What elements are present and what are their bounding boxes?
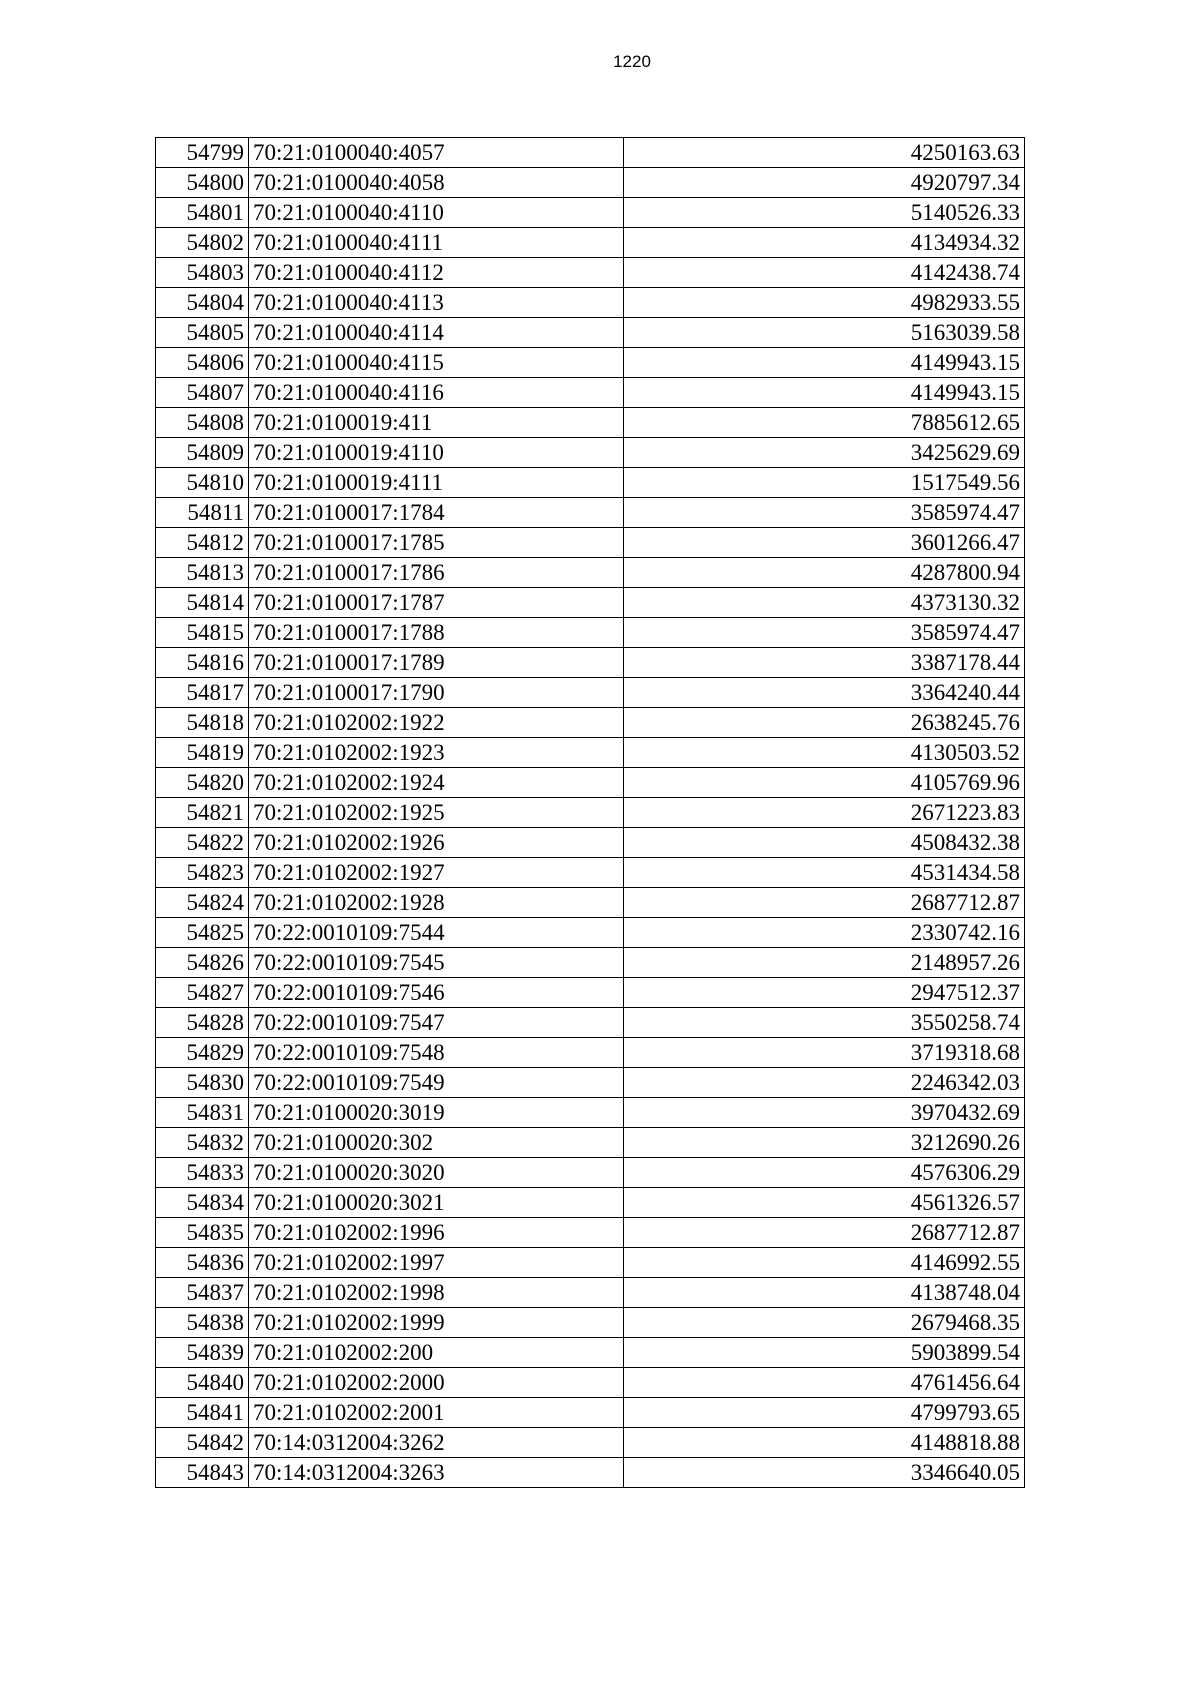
row-number-cell: 54828 (156, 1008, 249, 1038)
data-table (155, 137, 1025, 1488)
cadastral-number-cell: 70:21:0100040:4058 (249, 168, 624, 198)
table-body (156, 138, 1025, 1488)
table-row (156, 378, 1025, 408)
page-number: 1220 (613, 52, 651, 71)
table-row (156, 228, 1025, 258)
table-row (156, 558, 1025, 588)
row-number-cell: 54802 (156, 228, 249, 258)
value-cell: 4531434.58 (624, 858, 1025, 888)
value-cell: 4508432.38 (624, 828, 1025, 858)
table-row (156, 1008, 1025, 1038)
table-row (156, 288, 1025, 318)
row-number-cell: 54807 (156, 378, 249, 408)
cadastral-number-cell: 70:21:0100017:1784 (249, 498, 624, 528)
value-cell: 2246342.03 (624, 1068, 1025, 1098)
table-row (156, 1458, 1025, 1488)
cadastral-number-cell: 70:21:0102002:1999 (249, 1308, 624, 1338)
cadastral-number-cell: 70:22:0010109:7544 (249, 918, 624, 948)
cadastral-number-cell: 70:21:0102002:1923 (249, 738, 624, 768)
cadastral-number-cell: 70:21:0102002:200 (249, 1338, 624, 1368)
cadastral-number-cell: 70:21:0102002:1928 (249, 888, 624, 918)
table-row (156, 1278, 1025, 1308)
row-number-cell: 54813 (156, 558, 249, 588)
row-number-cell: 54808 (156, 408, 249, 438)
row-number-cell: 54840 (156, 1368, 249, 1398)
value-cell: 2687712.87 (624, 888, 1025, 918)
value-cell: 5140526.33 (624, 198, 1025, 228)
table-row (156, 1098, 1025, 1128)
table-row (156, 1038, 1025, 1068)
cadastral-number-cell: 70:21:0100020:3021 (249, 1188, 624, 1218)
value-cell: 3970432.69 (624, 1098, 1025, 1128)
value-cell: 2687712.87 (624, 1218, 1025, 1248)
row-number-cell: 54817 (156, 678, 249, 708)
value-cell: 3719318.68 (624, 1038, 1025, 1068)
row-number-cell: 54799 (156, 138, 249, 168)
value-cell: 4761456.64 (624, 1368, 1025, 1398)
row-number-cell: 54839 (156, 1338, 249, 1368)
row-number-cell: 54805 (156, 318, 249, 348)
value-cell: 2671223.83 (624, 798, 1025, 828)
cadastral-number-cell: 70:21:0100017:1790 (249, 678, 624, 708)
cadastral-number-cell: 70:21:0102002:1997 (249, 1248, 624, 1278)
row-number-cell: 54841 (156, 1398, 249, 1428)
row-number-cell: 54838 (156, 1308, 249, 1338)
row-number-cell: 54803 (156, 258, 249, 288)
value-cell: 4142438.74 (624, 258, 1025, 288)
table-row (156, 438, 1025, 468)
cadastral-number-cell: 70:22:0010109:7548 (249, 1038, 624, 1068)
cadastral-number-cell: 70:21:0100020:3020 (249, 1158, 624, 1188)
table-row (156, 738, 1025, 768)
value-cell: 4105769.96 (624, 768, 1025, 798)
row-number-cell: 54811 (156, 498, 249, 528)
value-cell: 2679468.35 (624, 1308, 1025, 1338)
value-cell: 2330742.16 (624, 918, 1025, 948)
cadastral-number-cell: 70:14:0312004:3263 (249, 1458, 624, 1488)
cadastral-number-cell: 70:21:0100019:4110 (249, 438, 624, 468)
value-cell: 4799793.65 (624, 1398, 1025, 1428)
cadastral-number-cell: 70:21:0102002:1926 (249, 828, 624, 858)
table-row (156, 918, 1025, 948)
value-cell: 2947512.37 (624, 978, 1025, 1008)
row-number-cell: 54834 (156, 1188, 249, 1218)
cadastral-number-cell: 70:21:0100040:4116 (249, 378, 624, 408)
value-cell: 2148957.26 (624, 948, 1025, 978)
row-number-cell: 54831 (156, 1098, 249, 1128)
cadastral-number-cell: 70:21:0100017:1789 (249, 648, 624, 678)
table-row (156, 1248, 1025, 1278)
table-row (156, 348, 1025, 378)
row-number-cell: 54800 (156, 168, 249, 198)
table-row (156, 708, 1025, 738)
table-row (156, 1428, 1025, 1458)
cadastral-number-cell: 70:22:0010109:7546 (249, 978, 624, 1008)
value-cell: 3212690.26 (624, 1128, 1025, 1158)
value-cell: 3550258.74 (624, 1008, 1025, 1038)
row-number-cell: 54843 (156, 1458, 249, 1488)
value-cell: 4138748.04 (624, 1278, 1025, 1308)
row-number-cell: 54832 (156, 1128, 249, 1158)
row-number-cell: 54806 (156, 348, 249, 378)
table-row (156, 648, 1025, 678)
value-cell: 3364240.44 (624, 678, 1025, 708)
value-cell: 3601266.47 (624, 528, 1025, 558)
row-number-cell: 54835 (156, 1218, 249, 1248)
cadastral-number-cell: 70:21:0102002:1996 (249, 1218, 624, 1248)
value-cell: 4250163.63 (624, 138, 1025, 168)
table-row (156, 828, 1025, 858)
value-cell: 1517549.56 (624, 468, 1025, 498)
cadastral-number-cell: 70:21:0100017:1785 (249, 528, 624, 558)
table-row (156, 1398, 1025, 1428)
row-number-cell: 54829 (156, 1038, 249, 1068)
cadastral-number-cell: 70:21:0102002:1998 (249, 1278, 624, 1308)
value-cell: 4287800.94 (624, 558, 1025, 588)
cadastral-number-cell: 70:21:0102002:2001 (249, 1398, 624, 1428)
table-row (156, 588, 1025, 618)
table-row (156, 768, 1025, 798)
value-cell: 4149943.15 (624, 378, 1025, 408)
value-cell: 4149943.15 (624, 348, 1025, 378)
cadastral-number-cell: 70:21:0100040:4057 (249, 138, 624, 168)
value-cell: 3585974.47 (624, 618, 1025, 648)
row-number-cell: 54809 (156, 438, 249, 468)
value-cell: 7885612.65 (624, 408, 1025, 438)
cadastral-number-cell: 70:21:0100020:3019 (249, 1098, 624, 1128)
cadastral-number-cell: 70:21:0100020:302 (249, 1128, 624, 1158)
value-cell: 4920797.34 (624, 168, 1025, 198)
table-row (156, 498, 1025, 528)
table-row (156, 138, 1025, 168)
cadastral-number-cell: 70:21:0102002:1924 (249, 768, 624, 798)
row-number-cell: 54837 (156, 1278, 249, 1308)
cadastral-number-cell: 70:21:0100040:4110 (249, 198, 624, 228)
row-number-cell: 54819 (156, 738, 249, 768)
cadastral-number-cell: 70:21:0100040:4115 (249, 348, 624, 378)
row-number-cell: 54842 (156, 1428, 249, 1458)
table-row (156, 258, 1025, 288)
value-cell: 2638245.76 (624, 708, 1025, 738)
value-cell: 4576306.29 (624, 1158, 1025, 1188)
row-number-cell: 54833 (156, 1158, 249, 1188)
table-row (156, 678, 1025, 708)
cadastral-number-cell: 70:21:0102002:1927 (249, 858, 624, 888)
row-number-cell: 54821 (156, 798, 249, 828)
table-row (156, 1338, 1025, 1368)
row-number-cell: 54818 (156, 708, 249, 738)
cadastral-number-cell: 70:21:0100040:4114 (249, 318, 624, 348)
row-number-cell: 54812 (156, 528, 249, 558)
value-cell: 5903899.54 (624, 1338, 1025, 1368)
cadastral-number-cell: 70:21:0102002:1925 (249, 798, 624, 828)
table-row (156, 468, 1025, 498)
table-row (156, 198, 1025, 228)
cadastral-number-cell: 70:21:0100017:1788 (249, 618, 624, 648)
row-number-cell: 54824 (156, 888, 249, 918)
row-number-cell: 54827 (156, 978, 249, 1008)
row-number-cell: 54823 (156, 858, 249, 888)
value-cell: 3585974.47 (624, 498, 1025, 528)
cadastral-number-cell: 70:22:0010109:7549 (249, 1068, 624, 1098)
cadastral-number-cell: 70:21:0102002:1922 (249, 708, 624, 738)
row-number-cell: 54816 (156, 648, 249, 678)
table-row (156, 1308, 1025, 1338)
value-cell: 4373130.32 (624, 588, 1025, 618)
table-row (156, 1188, 1025, 1218)
table-row (156, 1158, 1025, 1188)
row-number-cell: 54836 (156, 1248, 249, 1278)
cadastral-number-cell: 70:21:0100019:4111 (249, 468, 624, 498)
cadastral-number-cell: 70:21:0100019:411 (249, 408, 624, 438)
table-row (156, 1218, 1025, 1248)
table-row (156, 978, 1025, 1008)
table-row (156, 168, 1025, 198)
value-cell: 3346640.05 (624, 1458, 1025, 1488)
cadastral-number-cell: 70:14:0312004:3262 (249, 1428, 624, 1458)
cadastral-number-cell: 70:21:0102002:2000 (249, 1368, 624, 1398)
cadastral-number-cell: 70:21:0100040:4111 (249, 228, 624, 258)
cadastral-number-cell: 70:21:0100040:4112 (249, 258, 624, 288)
value-cell: 3387178.44 (624, 648, 1025, 678)
cadastral-number-cell: 70:22:0010109:7547 (249, 1008, 624, 1038)
cadastral-number-cell: 70:21:0100017:1787 (249, 588, 624, 618)
table-row (156, 618, 1025, 648)
table-row (156, 1368, 1025, 1398)
cadastral-number-cell: 70:21:0100040:4113 (249, 288, 624, 318)
value-cell: 4146992.55 (624, 1248, 1025, 1278)
row-number-cell: 54815 (156, 618, 249, 648)
table-row (156, 408, 1025, 438)
cadastral-number-cell: 70:21:0100017:1786 (249, 558, 624, 588)
table-row (156, 888, 1025, 918)
row-number-cell: 54826 (156, 948, 249, 978)
value-cell: 4982933.55 (624, 288, 1025, 318)
value-cell: 3425629.69 (624, 438, 1025, 468)
row-number-cell: 54830 (156, 1068, 249, 1098)
value-cell: 4130503.52 (624, 738, 1025, 768)
table-row (156, 318, 1025, 348)
table-row (156, 798, 1025, 828)
cadastral-number-cell: 70:22:0010109:7545 (249, 948, 624, 978)
value-cell: 4148818.88 (624, 1428, 1025, 1458)
row-number-cell: 54822 (156, 828, 249, 858)
value-cell: 4561326.57 (624, 1188, 1025, 1218)
value-cell: 5163039.58 (624, 318, 1025, 348)
row-number-cell: 54801 (156, 198, 249, 228)
table-row (156, 948, 1025, 978)
table-row (156, 528, 1025, 558)
row-number-cell: 54804 (156, 288, 249, 318)
table-row (156, 1128, 1025, 1158)
table-row (156, 858, 1025, 888)
table-row (156, 1068, 1025, 1098)
row-number-cell: 54814 (156, 588, 249, 618)
row-number-cell: 54810 (156, 468, 249, 498)
value-cell: 4134934.32 (624, 228, 1025, 258)
row-number-cell: 54820 (156, 768, 249, 798)
row-number-cell: 54825 (156, 918, 249, 948)
